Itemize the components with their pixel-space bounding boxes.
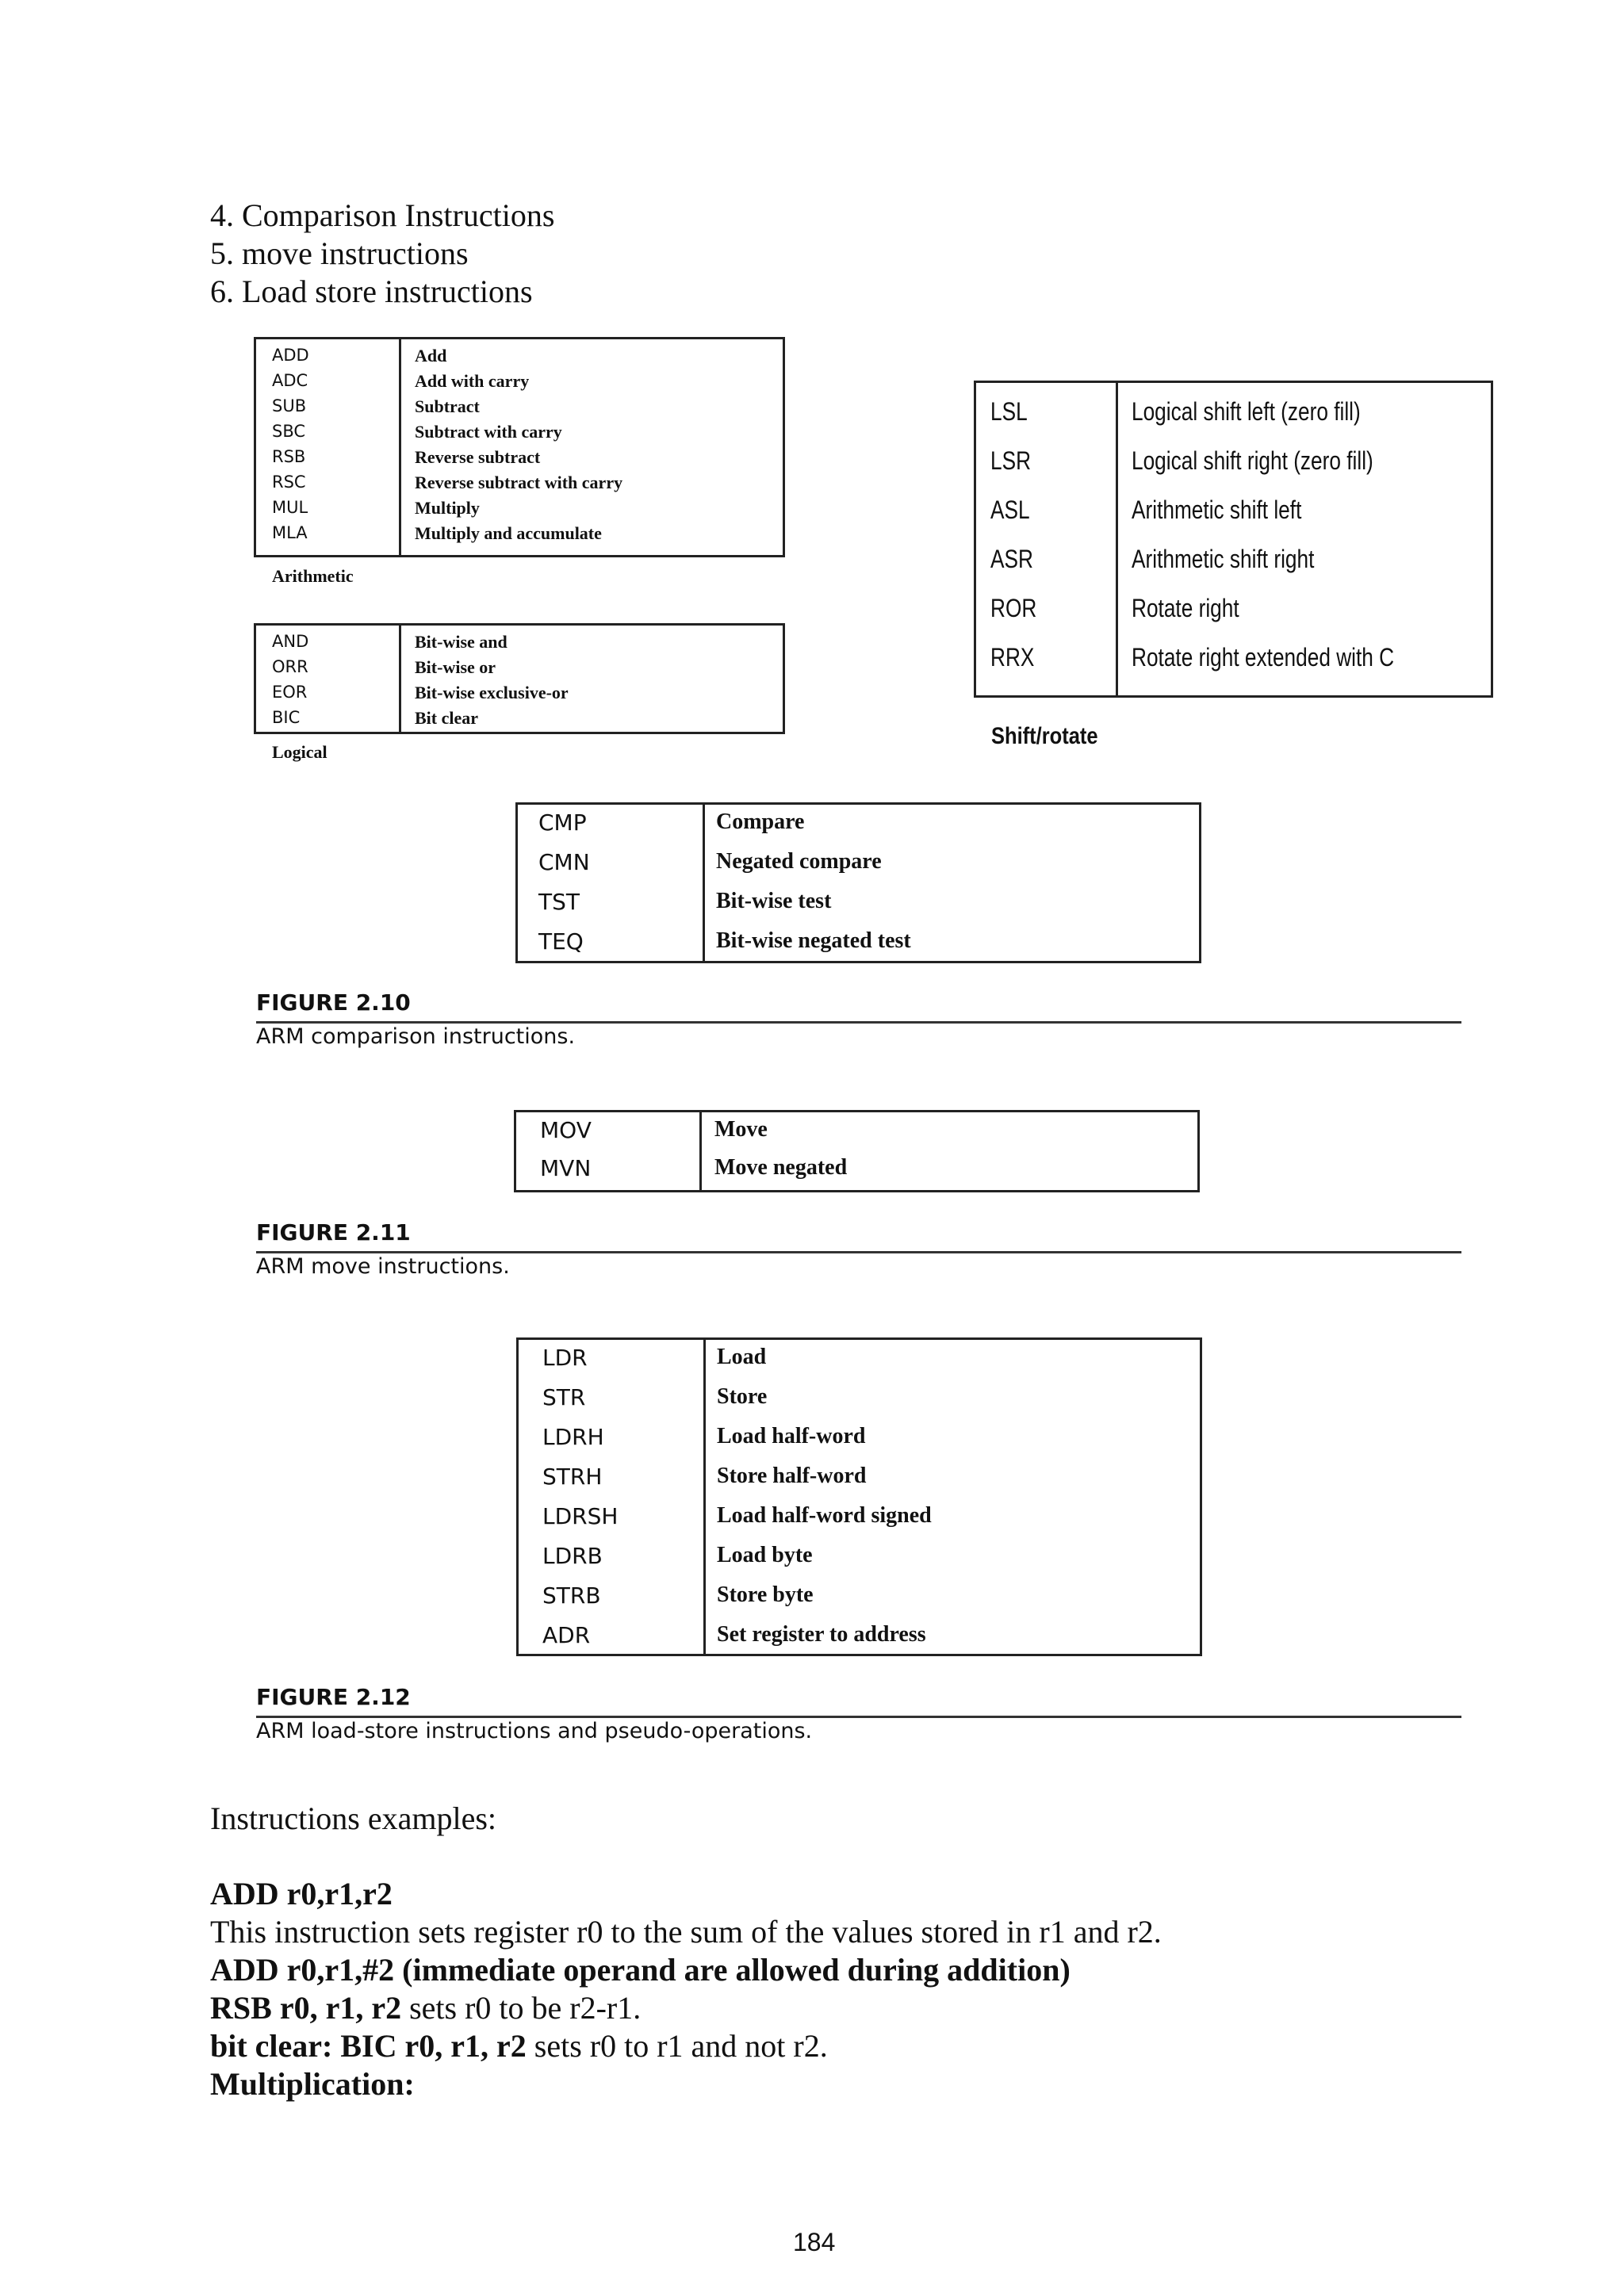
figure-2-11-caption: ARM move instructions.: [256, 1254, 510, 1279]
intro-line-6: 6. Load store instructions: [210, 274, 533, 309]
figure-2-10-label: FIGURE 2.10: [256, 989, 411, 1016]
shift-opcode: ROR: [990, 594, 1037, 622]
move-opcode: MOV: [540, 1117, 592, 1143]
page-number: 184: [793, 2228, 836, 2256]
intro-line-5: 5. move instructions: [210, 235, 469, 271]
arithmetic-description: Reverse subtract with carry: [415, 473, 623, 492]
logical-description: Bit clear: [415, 708, 479, 728]
intro-line-4: 4. Comparison Instructions: [210, 197, 555, 233]
arithmetic-description: Add: [415, 346, 447, 365]
example-bic: [210, 2027, 828, 2065]
comparison-description: Bit-wise negated test: [716, 928, 911, 953]
move-description: Move negated: [714, 1155, 848, 1180]
comparison-opcode: CMN: [538, 849, 590, 875]
logical-opcode: AND: [272, 632, 309, 651]
figure-2-11-rule: [256, 1251, 1461, 1253]
shift-opcode: LSL: [990, 397, 1028, 426]
figure-2-12-label: FIGURE 2.12: [256, 1684, 411, 1710]
comparison-opcode: TEQ: [538, 928, 584, 955]
loadstore-opcode: LDRH: [542, 1424, 604, 1450]
loadstore-description: Load half-word: [717, 1424, 866, 1448]
arithmetic-description: Subtract with carry: [415, 422, 562, 442]
arithmetic-opcode: MUL: [272, 498, 308, 517]
shift-rotate-table: [974, 381, 1493, 698]
loadstore-opcode: STRH: [542, 1464, 603, 1490]
example-rsb-code: RSB r0, r1, r2: [210, 1990, 402, 2026]
arithmetic-opcode: RSB: [272, 447, 306, 466]
move-opcode: MVN: [540, 1155, 592, 1181]
shift-opcode: ASR: [990, 545, 1033, 573]
shift-description: Logical shift left (zero fill): [1132, 397, 1361, 426]
comparison-table: [515, 802, 1201, 963]
loadstore-description: Store byte: [717, 1582, 814, 1607]
comparison-opcode: CMP: [538, 809, 587, 836]
loadstore-opcode: STRB: [542, 1582, 601, 1609]
loadstore-description: Load byte: [717, 1543, 813, 1567]
loadstore-opcode: LDRB: [542, 1543, 603, 1569]
loadstore-opcode: LDR: [542, 1345, 588, 1371]
example-multiplication: Multiplication:: [210, 2066, 415, 2102]
loadstore-description: Set register to address: [717, 1622, 926, 1647]
arithmetic-opcode: SUB: [272, 396, 307, 415]
logical-table: [254, 623, 785, 734]
shift-opcode: LSR: [990, 446, 1032, 475]
arithmetic-opcode: MLA: [272, 523, 308, 542]
comparison-description: Negated compare: [716, 849, 882, 874]
example-bic-code: bit clear: BIC r0, r1, r2: [210, 2028, 527, 2064]
logical-opcode: BIC: [272, 708, 301, 727]
loadstore-opcode: STR: [542, 1384, 586, 1410]
shift-description: Logical shift right (zero fill): [1132, 446, 1373, 475]
logical-description: Bit-wise exclusive-or: [415, 683, 569, 702]
shift-description: Arithmetic shift right: [1132, 545, 1315, 573]
example-add-imm: ADD r0,r1,#2 (immediate operand are allowed during addition): [210, 1952, 1071, 1988]
load-store-table: [516, 1337, 1202, 1656]
figure-2-10-caption: ARM comparison instructions.: [256, 1024, 576, 1049]
arithmetic-description: Subtract: [415, 396, 480, 416]
shift-description: Rotate right extended with C: [1132, 643, 1395, 672]
loadstore-description: Store half-word: [717, 1464, 867, 1488]
figure-2-12-caption: ARM load-store instructions and pseudo-operations.: [256, 1719, 813, 1743]
figure-2-11-label: FIGURE 2.11: [256, 1219, 411, 1246]
arithmetic-opcode: RSC: [272, 473, 306, 492]
arithmetic-opcode: SBC: [272, 422, 306, 441]
example-bic-desc: sets r0 to r1 and not r2.: [526, 2028, 828, 2064]
move-description: Move: [714, 1117, 768, 1142]
arithmetic-label: Arithmetic: [272, 566, 354, 586]
figure-2-10-rule: [256, 1021, 1461, 1024]
logical-label: Logical: [272, 742, 327, 762]
loadstore-description: Store: [717, 1384, 768, 1409]
arithmetic-description: Multiply: [415, 498, 480, 518]
example-rsb-desc: sets r0 to be r2-r1.: [401, 1990, 642, 2026]
comparison-description: Bit-wise test: [716, 889, 832, 913]
shift-rotate-label: Shift/rotate: [991, 723, 1098, 749]
shift-opcode: ASL: [990, 496, 1030, 524]
logical-description: Bit-wise or: [415, 657, 496, 677]
arithmetic-description: Add with carry: [415, 371, 530, 391]
comparison-description: Compare: [716, 809, 805, 834]
arithmetic-opcode: ADD: [272, 346, 309, 365]
logical-opcode: EOR: [272, 683, 308, 702]
example-add-reg: ADD r0,r1,r2: [210, 1876, 393, 1911]
arithmetic-description: Multiply and accumulate: [415, 523, 602, 543]
loadstore-description: Load half-word signed: [717, 1503, 932, 1528]
arithmetic-opcode: ADC: [272, 371, 308, 390]
shift-description: Arithmetic shift left: [1132, 496, 1302, 524]
shift-description: Rotate right: [1132, 594, 1239, 622]
logical-description: Bit-wise and: [415, 632, 508, 652]
example-rsb: [210, 1989, 641, 2027]
shift-opcode: RRX: [990, 643, 1035, 672]
logical-opcode: ORR: [272, 657, 308, 676]
loadstore-opcode: LDRSH: [542, 1503, 619, 1529]
figure-2-12-rule: [256, 1716, 1461, 1718]
loadstore-description: Load: [717, 1345, 767, 1369]
loadstore-opcode: ADR: [542, 1622, 591, 1648]
move-table: [514, 1110, 1200, 1192]
arithmetic-description: Reverse subtract: [415, 447, 541, 467]
examples-heading: Instructions examples:: [210, 1800, 497, 1836]
comparison-opcode: TST: [538, 889, 580, 915]
example-add-reg-desc: This instruction sets register r0 to the sum of the values stored in r1 and r2.: [210, 1914, 1162, 1950]
arithmetic-table: [254, 337, 785, 557]
